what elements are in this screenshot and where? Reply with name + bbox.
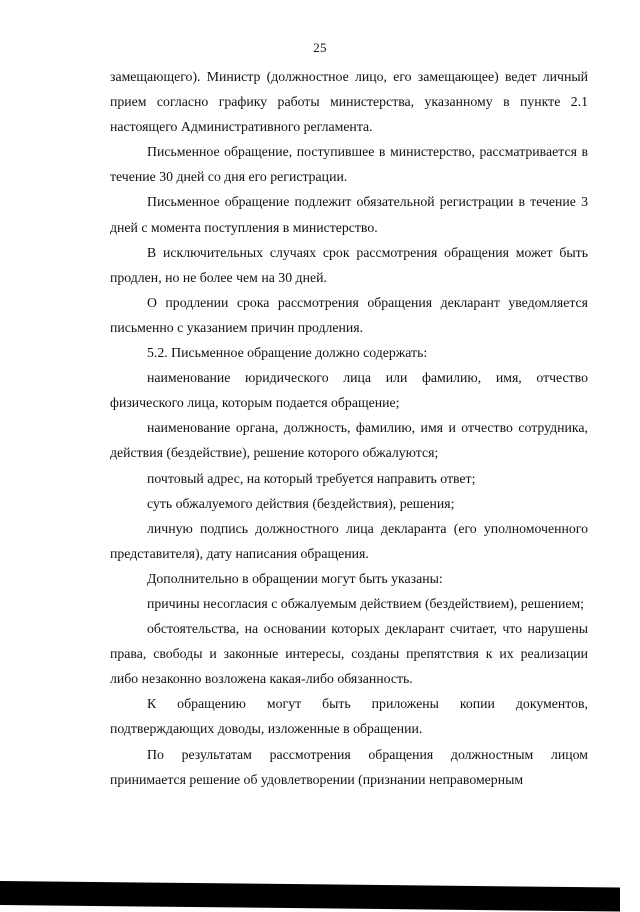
paragraph-extension-notice: О продлении срока рассмотрения обращения декларант уведомляется письменно с указанием причин продления.	[110, 294, 588, 335]
paragraph-continuation: замещающего). Министр (должностное лицо, его замещающее) ведет личный прием согласно графику работы министерства, указанному в пункте 2.1 настоящего Административного регламента.	[110, 69, 588, 135]
paragraph-decision: По результатам рассмотрения обращения должностным лицом принимается решение об удовлетворении (признании неправомерным	[110, 746, 588, 787]
paragraph-requirement-name: наименование юридического лица или фамилию, имя, отчество физического лица, которым подается обращение;	[110, 370, 588, 411]
paragraph-extension: В исключительных случаях срок рассмотрения обращения может быть продлен, но не более чем на 30 дней.	[110, 244, 588, 285]
paragraph-section-5-2: 5.2. Письменное обращение должно содержать:	[147, 345, 428, 361]
page-body	[110, 64, 588, 792]
paragraph-registration: Письменное обращение подлежит обязательной регистрации в течение 3 дней с момента поступления в министерство.	[110, 194, 588, 235]
paragraph-attachments: К обращению могут быть приложены копии документов, подтверждающих доводы, изложенные в обращении.	[110, 696, 588, 737]
paragraph-additional-reasons: причины несогласия с обжалуемым действием (бездействием), решением;	[147, 595, 585, 611]
paragraph-additional: Дополнительно в обращении могут быть указаны:	[147, 570, 443, 586]
paragraph-requirement-address: почтовый адрес, на который требуется направить ответ;	[147, 470, 476, 486]
paragraph-additional-circumstances: обстоятельства, на основании которых декларант считает, что нарушены права, свободы и законные интересы, созданы препятствия к их реализации либо незаконно возложена какая-либо обязанность.	[110, 621, 588, 687]
paragraph-requirement-essence: суть обжалуемого действия (бездействия), решения;	[147, 495, 455, 511]
paragraph-requirement-signature: личную подпись должностного лица декларанта (его уполномоченного представителя), дату написания обращения.	[110, 520, 588, 561]
page-number: 25	[313, 40, 327, 55]
scan-edge-bar	[0, 881, 620, 911]
paragraph-requirement-organ: наименование органа, должность, фамилию, имя и отчество сотрудника, действия (бездействие), решение которого обжалуются;	[110, 420, 588, 461]
paragraph-review-period: Письменное обращение, поступившее в министерство, рассматривается в течение 30 дней со дня его регистрации.	[110, 144, 588, 185]
